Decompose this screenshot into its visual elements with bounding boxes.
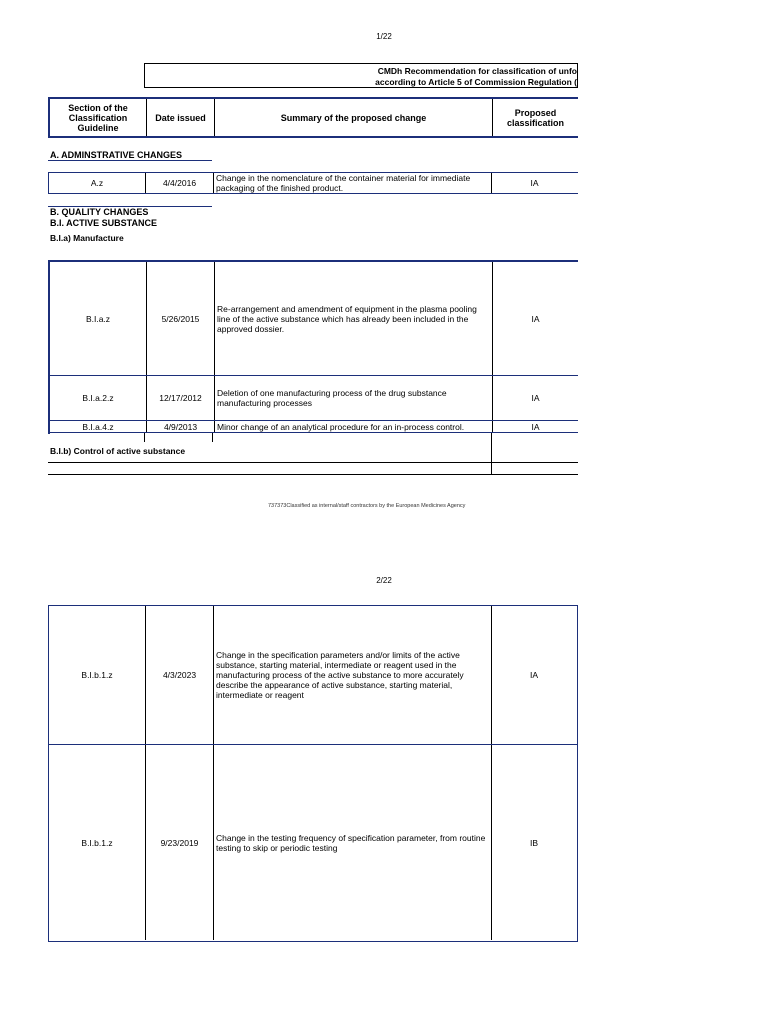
table-bib <box>48 605 578 942</box>
column-stub <box>491 433 492 475</box>
row-section: B.I.b.1.z <box>81 670 113 680</box>
page-footer: 737373Classified as internal/staff contractors by the European Medicines Agency <box>268 503 466 509</box>
section-heading-a: A. ADMINSTRATIVE CHANGES <box>50 150 183 160</box>
header-section: Section of the Classification Guideline <box>68 102 128 133</box>
row-classification: IA <box>492 262 578 375</box>
page-number: 2/22 <box>376 576 392 585</box>
row-classification: IA <box>491 173 577 193</box>
row-date: 4/4/2016 <box>145 173 213 193</box>
column-stub <box>144 433 145 442</box>
row-section: A.z <box>90 178 104 188</box>
section-a-underline <box>48 160 212 161</box>
table-row <box>48 172 578 194</box>
row-classification: IA <box>492 376 578 420</box>
row-date: 4/9/2013 <box>146 421 214 432</box>
row-classification: IB <box>491 745 576 940</box>
row-classification: IA <box>492 421 578 432</box>
table-bia <box>48 260 578 434</box>
row-summary: Change in the nomenclature of the container material for immediate packaging of the finished product. <box>213 173 491 193</box>
row-section: B.I.a.z <box>85 313 111 324</box>
document-title-line-1: CMDh Recommendation for classification of unfo <box>377 66 577 76</box>
row-divider <box>48 462 578 463</box>
table-header <box>48 97 578 138</box>
row-section: B.I.a.2.z <box>82 393 114 403</box>
header-classification: Proposed classification <box>492 99 578 136</box>
table-row <box>50 421 578 433</box>
row-summary: Change in the specification parameters and/or limits of the active substance, starting material, intermediate or reagent used in the manufacturing process of the active substance to more accurately describe the appearance of active substance, starting material, intermediate or reagent <box>213 606 491 744</box>
row-classification: IA <box>491 606 576 744</box>
row-date: 12/17/2012 <box>146 376 214 420</box>
section-heading-b: B. QUALITY CHANGES <box>50 207 149 217</box>
column-stub <box>212 433 213 442</box>
table-row <box>50 376 578 421</box>
document-title-line-2: according to Article 5 of Commission Regulation ( <box>375 77 577 87</box>
section-heading-bia: B.I.a) Manufacture <box>50 233 124 243</box>
row-summary: Minor change of an analytical procedure for an in-process control. <box>214 421 492 432</box>
section-heading-bi: B.I. ACTIVE SUBSTANCE <box>50 218 158 228</box>
row-divider <box>48 474 578 475</box>
row-section: B.I.a.4.z <box>82 421 114 432</box>
page-number: 1/22 <box>376 32 392 41</box>
row-summary: Re-arrangement and amendment of equipment in the plasma pooling line of the active substance which has already been included in the approved dossier. <box>214 262 492 375</box>
row-date: 5/26/2015 <box>146 262 214 375</box>
header-summary: Summary of the proposed change <box>214 99 492 136</box>
row-date: 9/23/2019 <box>145 745 213 940</box>
table-row <box>49 745 577 940</box>
table-row <box>50 262 578 376</box>
document-title-box <box>144 63 578 88</box>
table-row <box>49 606 577 745</box>
row-summary: Change in the testing frequency of specification parameter, from routine testing to skip or periodic testing <box>213 745 491 940</box>
section-heading-bib: B.I.b) Control of active substance <box>50 446 186 456</box>
row-section: B.I.b.1.z <box>81 837 113 848</box>
header-date: Date issued <box>146 99 214 136</box>
row-summary: Deletion of one manufacturing process of the drug substance manufacturing processes <box>214 376 492 420</box>
row-date: 4/3/2023 <box>145 606 213 744</box>
